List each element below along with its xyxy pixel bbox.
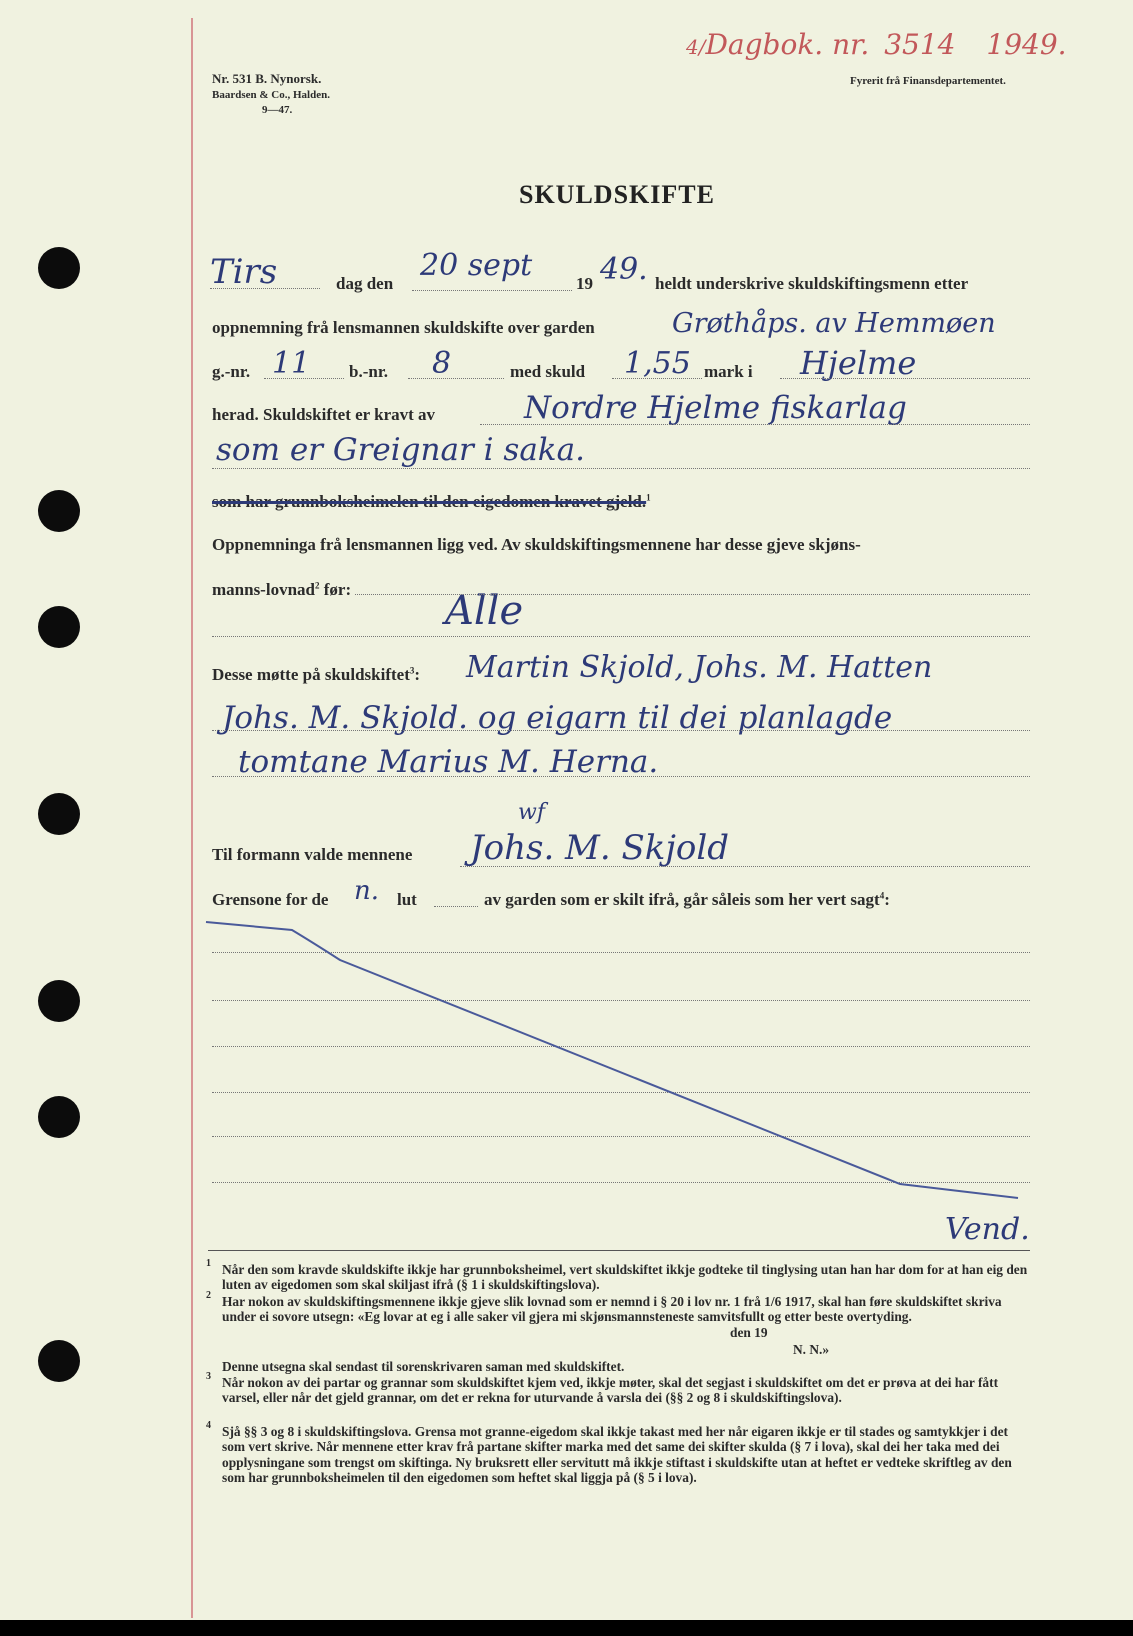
label-lut: lut <box>397 890 417 909</box>
footnote-2-note: Denne utsegna skal sendast til sorenskrivaren saman med skuldskiftet. <box>222 1359 625 1374</box>
label-gnr: g.-nr. <box>212 362 251 381</box>
journal-stamp-label: Dagbok. nr. <box>705 28 870 61</box>
handwritten-vend: Vend. <box>945 1212 1030 1247</box>
label-herad: herad. Skuldskiftet er kravt av <box>212 405 436 424</box>
footnote-ref: 1 <box>646 492 651 503</box>
handwritten-attendees-1: Martin Skjold, Johs. M. Hatten <box>466 650 933 685</box>
handwritten-lot: n. <box>354 876 380 906</box>
journal-year: 1949. <box>986 28 1067 61</box>
footnote-number: 3 <box>206 1371 211 1382</box>
handwritten-attendees-3: tomtane Marius M. Herna. <box>238 744 659 780</box>
label-formann: Til formann valde mennene <box>212 845 413 864</box>
scan-border <box>0 1620 1133 1636</box>
approval-note: Fyrerit frå Finansdepartementet. <box>850 75 1006 87</box>
footnote-number: 2 <box>206 1290 211 1301</box>
label-av-garden-text: av garden som er skilt ifrå, går såleis som her vert sagt <box>484 890 880 909</box>
handwritten-attendees-2: Johs. M. Skjold. og eigarn til dei planlagde <box>222 700 893 736</box>
label-colon: : <box>884 890 890 909</box>
struck-clause-text: som har grunnboksheimelen til den eigedomen kravet gjeld. <box>212 492 647 511</box>
footnote-number: 1 <box>206 1258 211 1269</box>
handwritten-chairman: Johs. M. Skjold <box>470 828 730 868</box>
handwritten-continuation: som er Greignar i saka. <box>216 432 585 468</box>
handwritten-herad: Hjelme <box>800 344 917 382</box>
label-dag-den: dag den <box>336 274 394 293</box>
handwritten-claimant: Nordre Hjelme fiskarlag <box>524 390 907 426</box>
handwritten-sworn: Alle <box>445 588 524 634</box>
footnote-divider <box>208 1250 1030 1251</box>
footnote-3: Når nokon av dei partar og grannar som skuldskiftet kjem ved, ikkje møter, skal det segjast i skuldskiftet om det er prøva at dei har fått varsel, eller når det gjeld grannar, om det er rekna for uturvande å varsla dei (§§ 2 og 8 i skuldskiftingslova). <box>222 1375 999 1406</box>
handwritten-farm: Grøthåps. av Hemmøen <box>672 308 996 339</box>
form-number: Nr. 531 B. Nynorsk. <box>212 71 322 86</box>
label-mark-i: mark i <box>704 362 753 381</box>
printer-name: Baardsen & Co., Halden. <box>212 89 330 101</box>
handwritten-year: 49. <box>600 252 648 287</box>
footnote-ref: 4 <box>879 890 885 901</box>
footnote-2: Har nokon av skuldskiftingsmennene ikkje gjeve slik lovnad som er nemnd i § 20 i lov nr. 1 frå 1/6 1917, skal han føre skuldskiftet skriva under ei sovore utsegn: «Eg lovar at eg i alle saker vil gjera mi skjønsmannsteneste samvitsfullt og etter beste overtyding. <box>222 1294 1002 1325</box>
handwritten-gnr: 11 <box>272 346 311 381</box>
handwritten-skuld: 1,55 <box>624 346 691 381</box>
journal-number: 3514 <box>884 28 956 61</box>
label-heldt: heldt underskrive skuldskiftingsmenn etter <box>655 274 969 293</box>
label-lovnad-text: manns-lovnad <box>212 580 315 599</box>
footnote-4: Sjå §§ 3 og 8 i skuldskiftingslova. Grensa mot granne-eigedom skal ikkje takast med her når eigaren ikkje er til stades og samtykkjer i det som vert skrive. Når mennene etter krav frå partane skifter marka med det same dei skifter skulda (§ 7 i lova), skal dei her taka med dei opplysningane som trengst om skiftinga. Ny bruksrett eller servitutt må ikkje stiftast i skuldskifte utan at heftet er vedteke skriftleg av den som har grunnboksheimelen til den eigedomen som heftet skal liggja på (§ 5 i lova). <box>222 1424 1012 1486</box>
label-grensone: Grensone for de <box>212 890 329 909</box>
footnote-2-signature: N. N.» <box>793 1342 830 1357</box>
handwritten-date: 20 sept <box>420 248 533 283</box>
label-bnr: b.-nr. <box>349 362 389 381</box>
label-oppnemning: oppnemning frå lensmannen skuldskifte over garden <box>212 318 595 337</box>
page-title: SKULDSKIFTE <box>519 180 715 209</box>
footnote-1: Når den som kravde skuldskifte ikkje har grunnboksheimel, vert skuldskiftet ikkje godteke til tinglysing utan han har dom for at han eig den luten av eigedomen som skal skiljast ifrå (§ 1 i skuldskiftingslova). <box>222 1262 1028 1293</box>
label-colon: : <box>414 665 421 684</box>
label-for: før: <box>323 580 352 599</box>
handwritten-initials: wf <box>518 800 545 825</box>
print-date: 9—47. <box>262 104 293 116</box>
footnote-number: 4 <box>206 1420 211 1431</box>
handwritten-day: Tirs <box>210 252 278 292</box>
label-desse-motte-text: Desse møtte på skuldskiftet <box>212 665 410 684</box>
footnote-2-dateline: den 19 <box>730 1325 768 1340</box>
label-century: 19 <box>576 274 593 293</box>
footnote-ref: 3 <box>409 665 415 676</box>
handwritten-bnr: 8 <box>432 346 452 381</box>
label-oppnemninga: Oppnemninga frå lensmannen ligg ved. Av skuldskiftingsmennene har desse gjeve skjøns- <box>212 535 861 554</box>
footnote-ref: 2 <box>314 580 320 591</box>
journal-stamp-prefix: 4/ <box>686 35 706 59</box>
label-med-skuld: med skuld <box>510 362 586 381</box>
